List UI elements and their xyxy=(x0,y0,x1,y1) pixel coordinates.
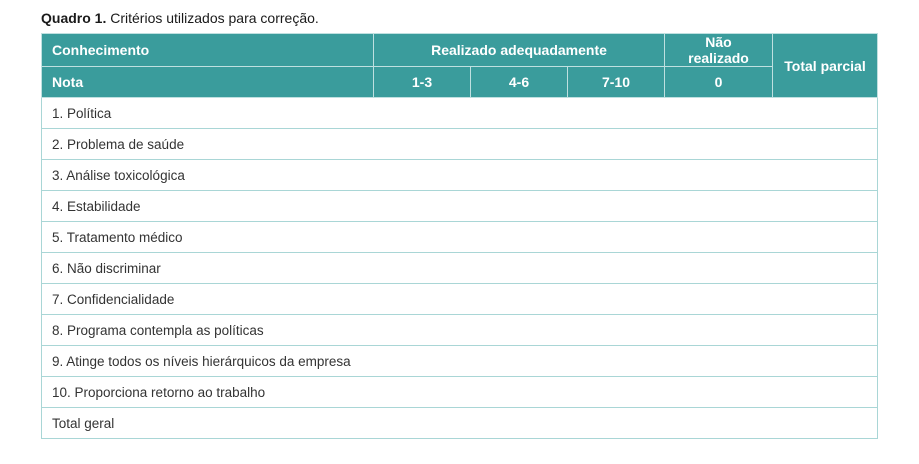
criteria-table xyxy=(41,33,878,439)
table-row xyxy=(42,315,878,346)
criterion-label: 1. Política xyxy=(42,98,878,129)
header-realizado-adequadamente: Realizado adequadamente xyxy=(374,34,665,67)
header-total-parcial: Total parcial xyxy=(773,34,878,98)
header-score-1-3: 1-3 xyxy=(374,67,471,98)
header-conhecimento: Conhecimento xyxy=(42,34,374,67)
criterion-label: 3. Análise toxicológica xyxy=(42,160,878,191)
header-score-4-6: 4-6 xyxy=(471,67,568,98)
caption-label: Quadro 1. xyxy=(41,10,107,26)
header-row-2 xyxy=(42,67,878,98)
total-geral-label: Total geral xyxy=(42,408,878,439)
header-row-1 xyxy=(42,34,878,67)
header-score-0: 0 xyxy=(665,67,773,98)
criterion-label: 5. Tratamento médico xyxy=(42,222,878,253)
table-row xyxy=(42,253,878,284)
table-row xyxy=(42,191,878,222)
criterion-label: 10. Proporciona retorno ao trabalho xyxy=(42,377,878,408)
criterion-label: 7. Confidencialidade xyxy=(42,284,878,315)
criterion-label: 9. Atinge todos os níveis hierárquicos da empresa xyxy=(42,346,878,377)
criterion-label: 6. Não discriminar xyxy=(42,253,878,284)
table-caption xyxy=(41,10,319,26)
table-row xyxy=(42,98,878,129)
table-row xyxy=(42,129,878,160)
criterion-label: 2. Problema de saúde xyxy=(42,129,878,160)
table-row xyxy=(42,284,878,315)
caption-text: Critérios utilizados para correção. xyxy=(110,10,319,26)
table-row xyxy=(42,222,878,253)
header-nao-realizado: Não realizado xyxy=(665,34,773,67)
table-row xyxy=(42,346,878,377)
table-row xyxy=(42,377,878,408)
criterion-label: 8. Programa contempla as políticas xyxy=(42,315,878,346)
table-row xyxy=(42,160,878,191)
criterion-label: 4. Estabilidade xyxy=(42,191,878,222)
header-score-7-10: 7-10 xyxy=(568,67,665,98)
header-nota: Nota xyxy=(42,67,374,98)
total-row xyxy=(42,408,878,439)
